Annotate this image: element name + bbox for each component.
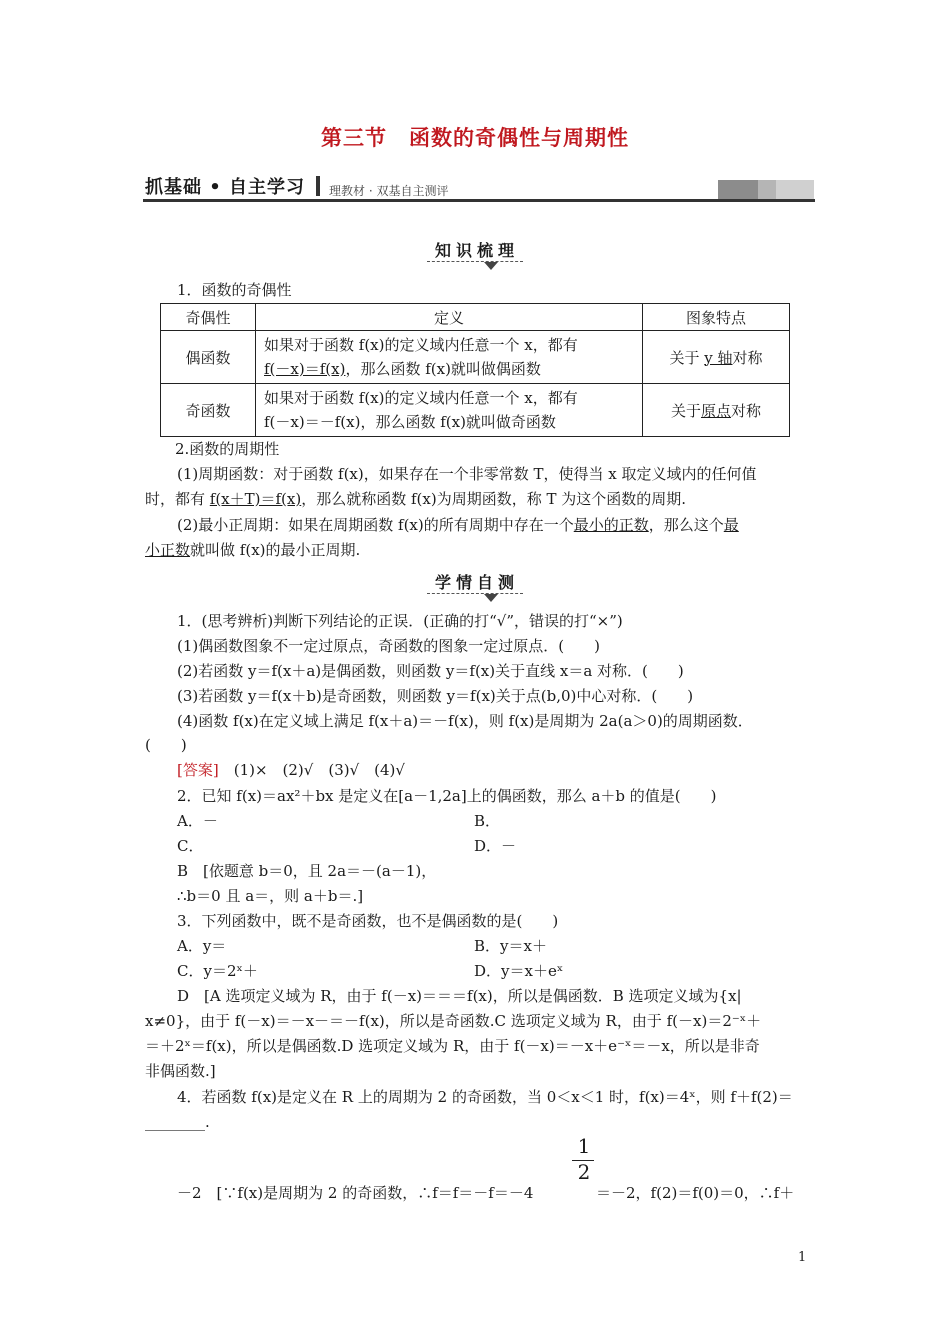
underlined-answer: 最小的正数 <box>573 516 649 534</box>
underlined-answer: 最 <box>723 516 739 534</box>
subheading-periodicity: 2.函数的周期性 <box>175 440 280 458</box>
table-cell: 关于原点对称 <box>643 384 790 437</box>
fraction-numerator: 1 <box>577 1134 591 1158</box>
table-cell: 偶函数 <box>161 331 256 384</box>
banner-rule <box>143 199 815 202</box>
table-header-row <box>161 304 790 331</box>
question-line: 4．若函数 f(x)是定义在 R 上的周期为 2 的奇函数，当 0＜x＜1 时，f(x)＝4ˣ，则 f＋f(2)＝ <box>177 1088 793 1106</box>
answer-line: [答案] (1)× (2)√ (3)√ (4)√ <box>177 761 405 779</box>
table-cell <box>256 384 643 437</box>
option-b: B．y＝x＋ <box>474 937 547 955</box>
answer-blank: ________. <box>145 1113 210 1131</box>
definition-text: f(－x)＝－f(x)，那么函数 f(x)就叫做奇函数 <box>264 413 556 431</box>
definition-text: f(－x)＝f(x)，那么函数 f(x)就叫做偶函数 <box>264 360 541 378</box>
option-c: C． <box>177 837 204 855</box>
solution-line: －2 [∵f(x)是周期为 2 的奇函数，∴f＝f＝－f＝－4 <box>177 1184 534 1202</box>
underlined-answer: y 轴 <box>704 348 733 367</box>
option-a: A．－ <box>177 812 218 830</box>
paragraph-line: 小正数就叫做 f(x)的最小正周期. <box>145 541 361 559</box>
banner-block <box>758 180 776 200</box>
solution-line: B [依题意 b＝0，且 2a＝－(a－1)， <box>177 862 437 880</box>
paragraph-line: (2)最小正周期：如果在周期函数 f(x)的所有周期中存在一个最小的正数，那么这个最 <box>177 516 739 534</box>
question-line: ( ) <box>145 736 187 754</box>
option-b: B． <box>474 812 501 830</box>
table-header: 奇偶性 <box>161 304 256 331</box>
solution-line: 非偶函数.] <box>145 1062 216 1080</box>
solution-line: ＝－2，f(2)＝f(0)＝0，∴f＋ <box>596 1184 795 1202</box>
banner-separator <box>316 176 320 196</box>
paragraph-line: 时，都有 f(x＋T)＝f(x)，那么就称函数 f(x)为周期函数，称 T 为这个函数的周期. <box>145 490 687 508</box>
triangle-down-icon <box>484 594 498 602</box>
section-heading-selftest: 学情自测 <box>0 570 950 593</box>
table-cell <box>256 331 643 384</box>
banner-subtitle: 理教材 · 双基自主测评 <box>329 184 449 198</box>
question-line: (2)若函数 y＝f(x＋a)是偶函数，则函数 y＝f(x)关于直线 x＝a 对称．( ) <box>177 662 684 680</box>
definition-text: 如果对于函数 f(x)的定义域内任意一个 x，都有 <box>264 389 578 407</box>
fraction-denominator: 2 <box>577 1160 591 1184</box>
option-d: D．y＝x＋eˣ <box>474 962 564 980</box>
banner-block <box>718 180 758 200</box>
question-line: 2．已知 f(x)＝ax²＋bx 是定义在[a－1,2a]上的偶函数，那么 a＋b 的值是( ) <box>177 787 717 805</box>
table-row <box>161 384 790 437</box>
question-line: 1．(思考辨析)判断下列结论的正误．(正确的打“√”，错误的打“×”) <box>177 612 623 630</box>
solution-line: ∴b＝0 且 a＝，则 a＋b＝.] <box>177 887 364 905</box>
option-d: D．－ <box>474 837 517 855</box>
paragraph-line: (1)周期函数：对于函数 f(x)，如果存在一个非零常数 T，使得当 x 取定义域内的任何值 <box>177 465 757 483</box>
option-c: C．y＝2ˣ＋ <box>177 962 258 980</box>
table-cell: 奇函数 <box>161 384 256 437</box>
table-cell: 关于 y 轴对称 <box>643 331 790 384</box>
solution-line: ＝＋2ˣ＝f(x)，所以是偶函数.D 选项定义域为 R，由于 f(－x)＝－x＋e⁻ˣ＝－x，所以是非奇 <box>145 1037 760 1055</box>
banner-block <box>776 180 814 200</box>
answer-label: [答案] <box>177 761 219 779</box>
question-line: (3)若函数 y＝f(x＋b)是奇函数，则函数 y＝f(x)关于点(b,0)中心对称．( ) <box>177 687 694 705</box>
table-header: 定义 <box>256 304 643 331</box>
underlined-answer: 小正数 <box>145 541 191 559</box>
question-line: 3．下列函数中，既不是奇函数，也不是偶函数的是( ) <box>177 912 559 930</box>
underlined-answer: f(x＋T)＝f(x) <box>209 490 302 508</box>
solution-line: D [A 选项定义域为 R，由于 f(－x)＝＝＝f(x)，所以是偶函数．B 选项定义域为{x| <box>177 987 742 1005</box>
definition-text: 如果对于函数 f(x)的定义域内任意一个 x，都有 <box>264 336 578 354</box>
question-line: (1)偶函数图象不一定过原点，奇函数的图象一定过原点．( ) <box>177 637 600 655</box>
subheading-parity: 1．函数的奇偶性 <box>177 281 292 299</box>
table-header: 图象特点 <box>643 304 790 331</box>
banner-title: 抓基础 • 自主学习 <box>145 177 306 198</box>
option-a: A．y＝ <box>177 937 227 955</box>
section-heading-knowledge: 知识梳理 <box>0 238 950 261</box>
page-number: 1 <box>798 1250 807 1265</box>
underlined-answer: f(－x)＝f(x) <box>264 360 346 378</box>
question-line: (4)函数 f(x)在定义域上满足 f(x＋a)＝－f(x)，则 f(x)是周期为 2a(a＞0)的周期函数． <box>177 712 753 730</box>
table-row <box>161 331 790 384</box>
solution-line: x≠0}，由于 f(－x)＝－x－＝－f(x)，所以是奇函数.C 选项定义域为 R，由于 f(－x)＝2⁻ˣ＋ <box>145 1012 762 1030</box>
page-title: 第三节 函数的奇偶性与周期性 <box>321 126 629 150</box>
definition-table <box>160 303 790 437</box>
triangle-down-icon <box>484 262 498 270</box>
underlined-answer: 原点 <box>700 401 731 420</box>
